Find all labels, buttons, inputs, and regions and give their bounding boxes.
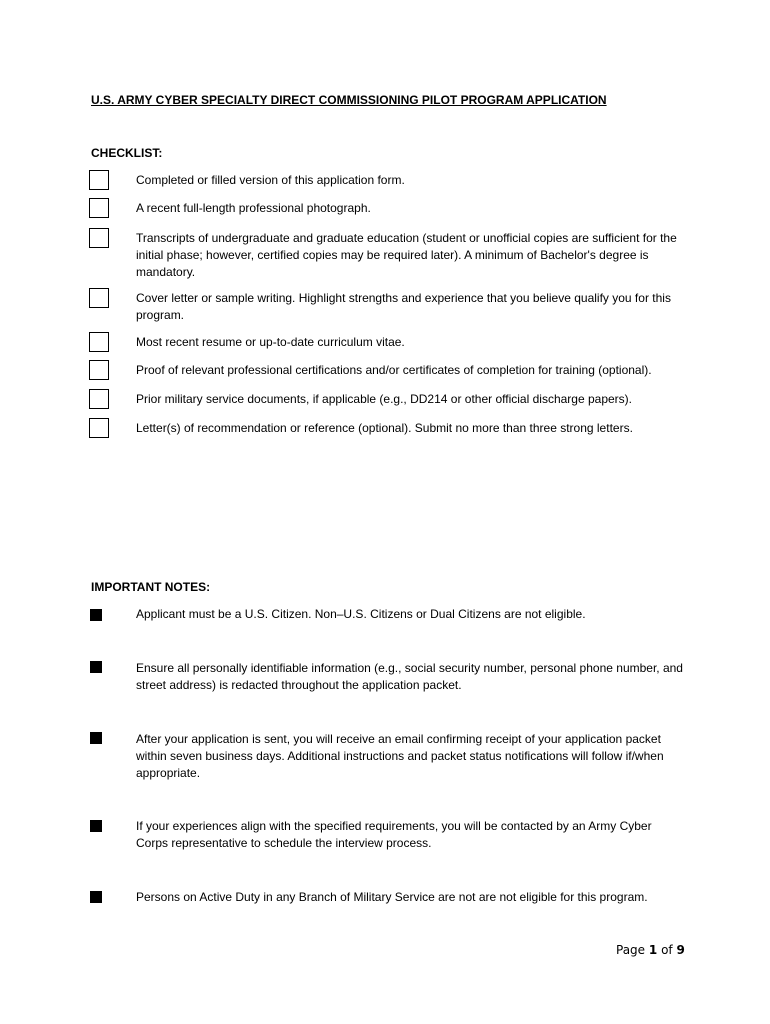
checkbox[interactable] bbox=[89, 170, 109, 190]
square-bullet-icon bbox=[90, 891, 102, 903]
note-text: Applicant must be a U.S. Citizen. Non–U.S. Citizens or Dual Citizens are not eligible. bbox=[136, 607, 586, 621]
checkbox[interactable] bbox=[89, 389, 109, 409]
checklist-item-text: Completed or filled version of this application form. bbox=[136, 173, 405, 187]
note-text: Persons on Active Duty in any Branch of Military Service are not are not eligible for this program. bbox=[136, 890, 648, 904]
of-label: of bbox=[661, 943, 673, 957]
checkbox[interactable] bbox=[89, 288, 109, 308]
checklist-item-text: Transcripts of undergraduate and graduate education (student or unofficial copies are sufficient for the initial phase; however, certified copies may be required later). A minimum of Bachelor's degree is mandatory. bbox=[136, 231, 677, 279]
checkbox[interactable] bbox=[89, 332, 109, 352]
page-footer bbox=[616, 943, 685, 957]
page-number: 1 bbox=[648, 943, 658, 957]
checklist-item-text: Cover letter or sample writing. Highlight strengths and experience that you believe qualify you for this program. bbox=[136, 291, 671, 322]
page-total: 9 bbox=[676, 943, 685, 957]
page-label: Page bbox=[616, 943, 646, 957]
important-notes-heading: IMPORTANT NOTES: bbox=[91, 580, 211, 594]
checklist-heading: CHECKLIST: bbox=[91, 146, 163, 160]
checkbox[interactable] bbox=[89, 418, 109, 438]
square-bullet-icon bbox=[90, 732, 102, 744]
square-bullet-icon bbox=[90, 820, 102, 832]
checkbox[interactable] bbox=[89, 228, 109, 248]
note-text: After your application is sent, you will receive an email confirming receipt of your application packet within seven business days. Additional instructions and packet status notifications will follow if/when appropriate. bbox=[136, 732, 664, 780]
checklist-item-text: Prior military service documents, if applicable (e.g., DD214 or other official discharge papers). bbox=[136, 392, 632, 406]
checkbox[interactable] bbox=[89, 198, 109, 218]
checklist-item-text: Letter(s) of recommendation or reference (optional). Submit no more than three strong letters. bbox=[136, 421, 633, 435]
checklist-item-text: A recent full-length professional photograph. bbox=[136, 201, 371, 215]
square-bullet-icon bbox=[90, 609, 102, 621]
square-bullet-icon bbox=[90, 661, 102, 673]
note-text: Ensure all personally identifiable information (e.g., social security number, personal phone number, and street address) is redacted throughout the application packet. bbox=[136, 661, 683, 692]
document-title: U.S. ARMY CYBER SPECIALTY DIRECT COMMISSIONING PILOT PROGRAM APPLICATION bbox=[91, 93, 607, 107]
checkbox[interactable] bbox=[89, 360, 109, 380]
checklist-item-text: Proof of relevant professional certifications and/or certificates of completion for training (optional). bbox=[136, 363, 652, 377]
checklist-item-text: Most recent resume or up-to-date curriculum vitae. bbox=[136, 335, 405, 349]
note-text: If your experiences align with the specified requirements, you will be contacted by an Army Cyber Corps representative to schedule the interview process. bbox=[136, 819, 652, 850]
